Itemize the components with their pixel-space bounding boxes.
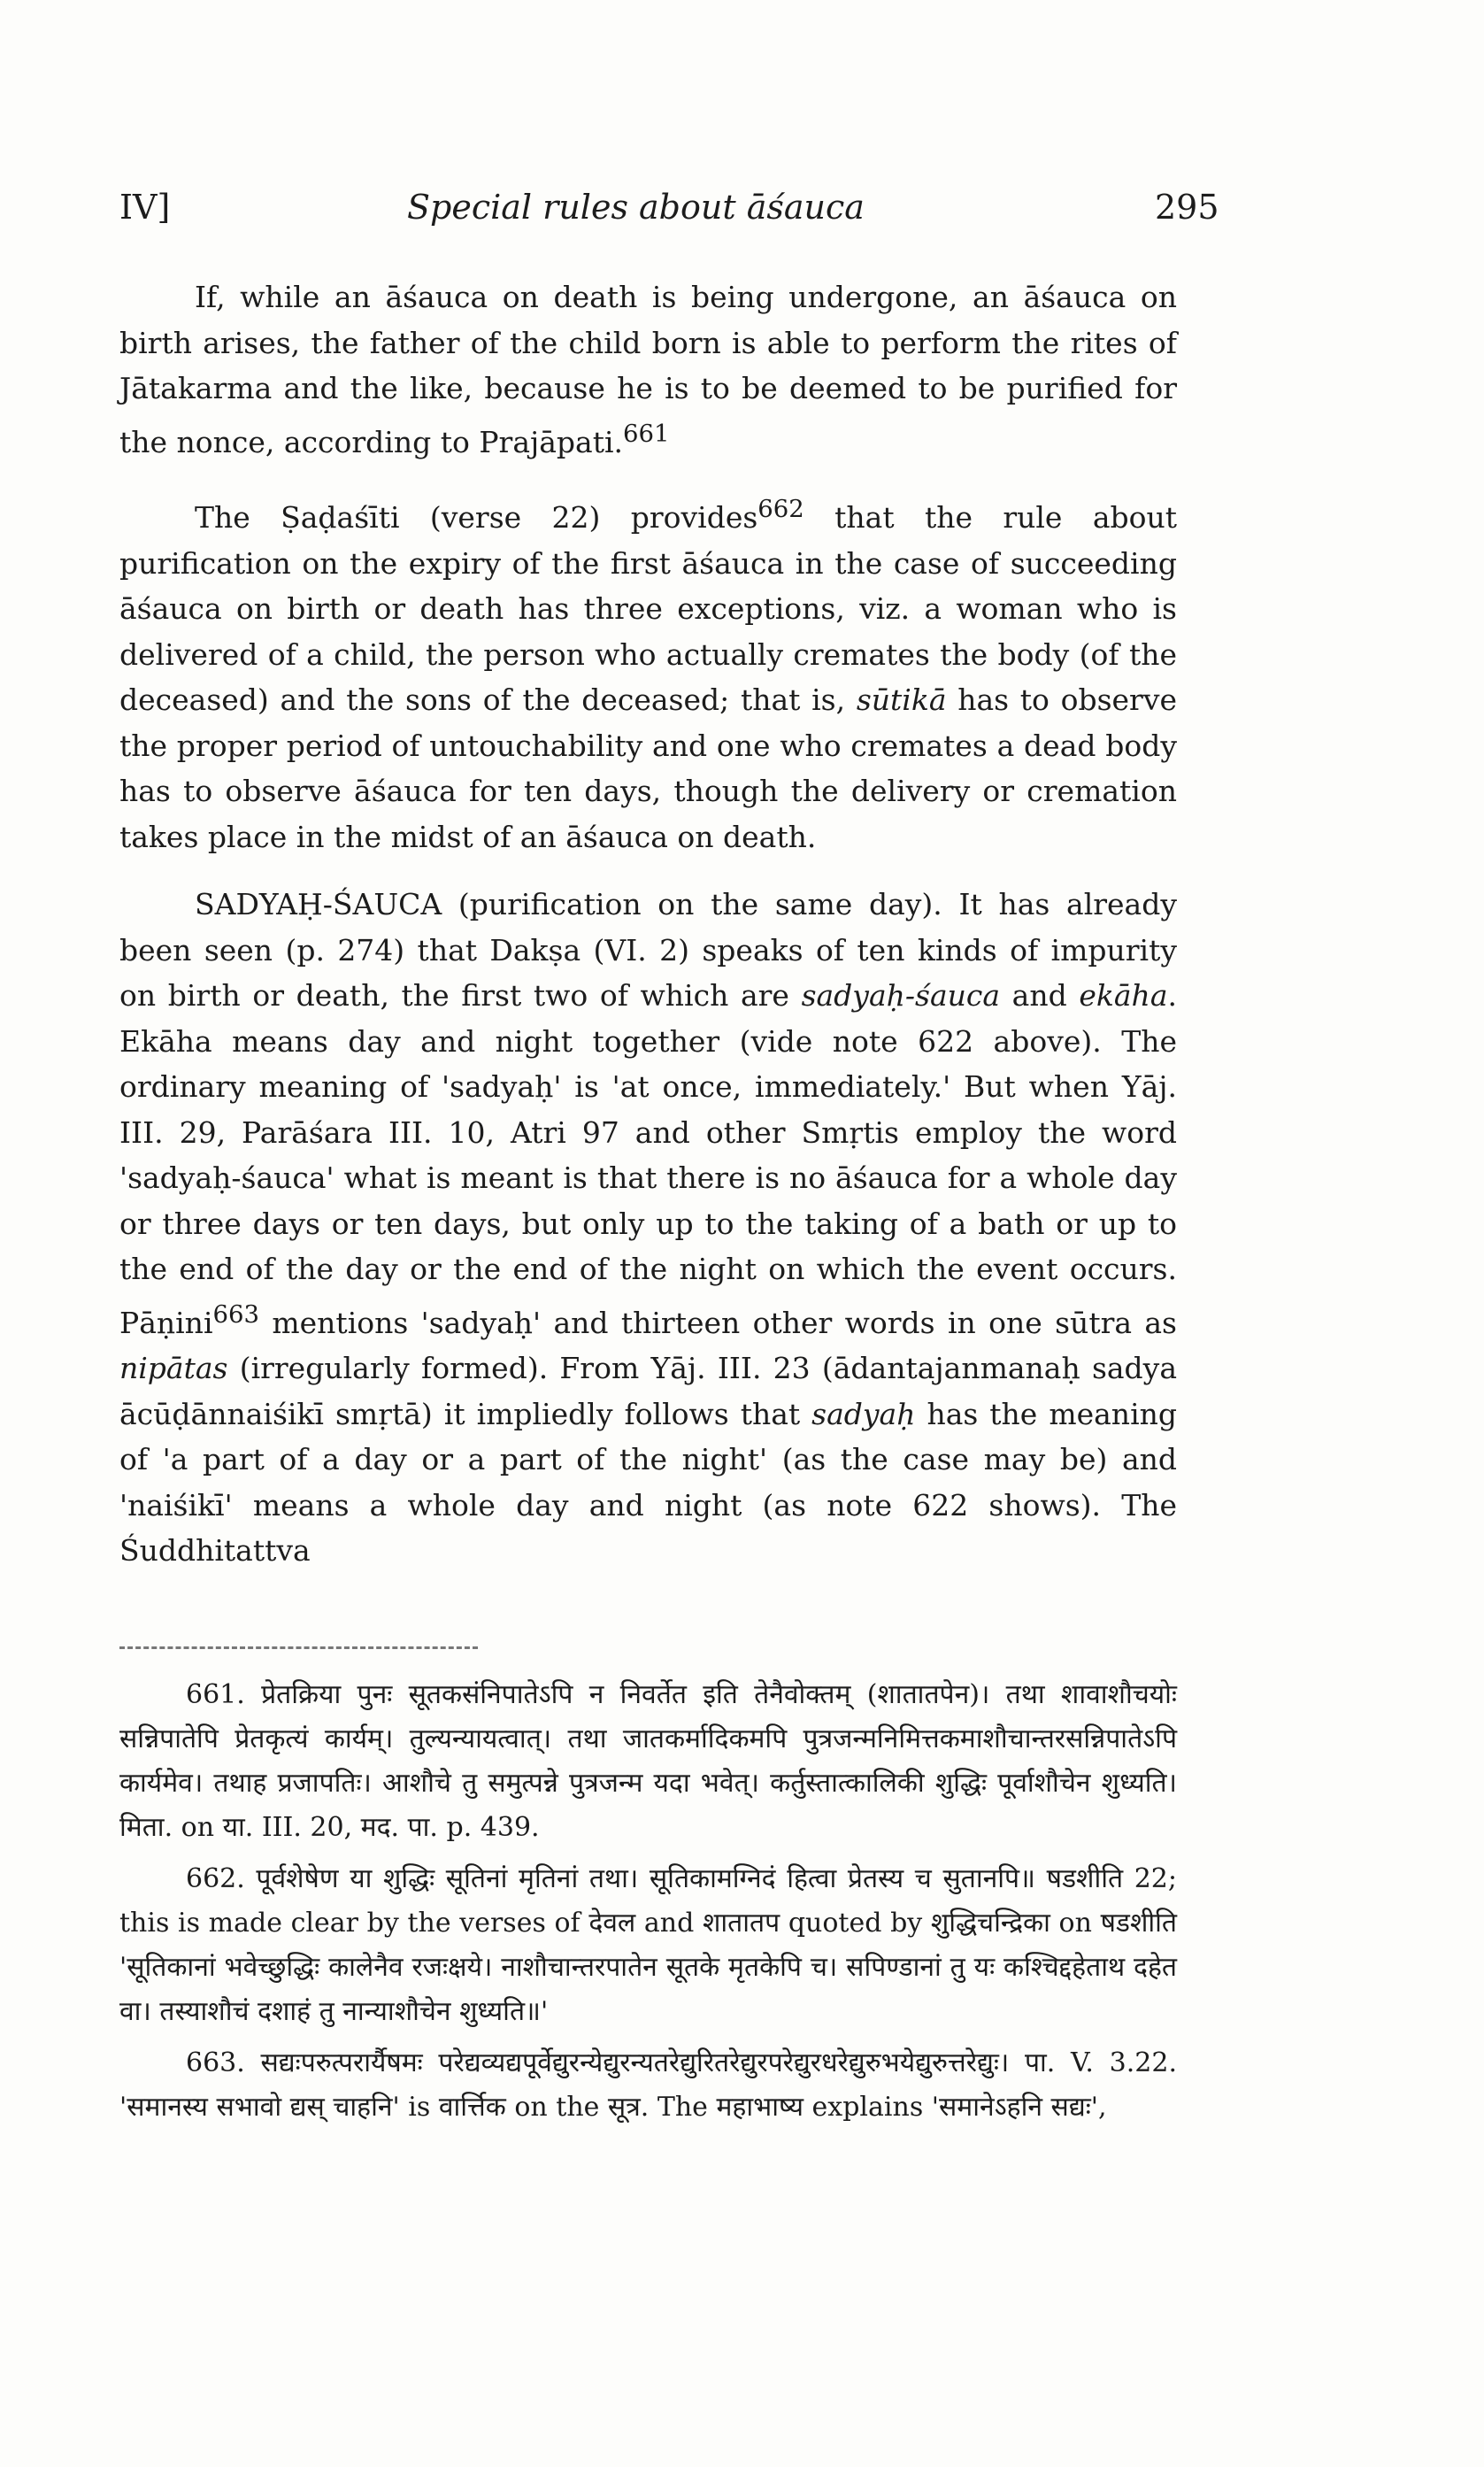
footnote-ref: 663: [212, 1299, 259, 1329]
paragraph-1: If, while an āśauca on death is being undergone, an āśauca on birth arises, the father of the child born is able to perform the rites of Jātakarma and the like, because he is to be deemed to be purified for the nonce, according to Prajāpati.$^{661}$: [119, 280, 1177, 459]
footnote-ref: 661: [623, 419, 670, 448]
chapter-marker: IV]: [119, 188, 171, 227]
footnote-ref: 662: [757, 495, 804, 523]
footnote-661: 661. प्रेतक्रिया पुनः सूतकसंनिपातेऽपि न निवर्तेत इति तेनैवोक्तम् (शातातपेन)। तथा शावाशौचयोः सन्निपातेपि प्रेतकृत्यं कार्यम्। तुल्यन्यायत्वात्। तथा जातकर्मादिकमपि पुत्रजन्मनिमित्तकमाशौचान्तरसन्निपातेऽपि कार्यमेव। तथाह प्रजापतिः। आशौचे तु समुत्पन्ने पुत्रजन्म यदा भवेत्। कर्तुस्तात्कालिकी शुद्धिः पूर्वाशौचेन शुध्यति। मिता. on या. III. 20, मद. पा. p. 439.: [119, 1679, 1177, 1843]
footnote-number: 661.: [186, 1679, 245, 1710]
footnote-662: 662. पूर्वशेषेण या शुद्धिः सूतिनां मृतिनां तथा। सूतिकामग्निदं हित्वा प्रेतस्य च सुतानपि॥ षडशीति 22; this is made clear by the verses of देवल and शातातप quoted by शुद्धिचन्द्रिका on षडशीति 'सूतिकानां भवेच्छुद्धिः कालेनैव रजःक्षये। नाशौचान्तरपातेन सूतके मृतकेपि च। सपिण्डानां तु यः कश्चिद्दहेताथ दहेत वा। तस्याशौचं दशाहं तु नान्याशौचेन शुध्यति॥': [119, 1863, 1177, 2027]
running-title: Special rules about āśauca: [407, 188, 865, 227]
paragraph-3: SADYAḤ-ŚAUCA (purification on the same day). It has already been seen (p. 274) that Dakṣa (VI. 2) speaks of ten kinds of impurity on birth or death, the first two of which are sadyaḥ-śauca and ekāha. Ekāha means day and night together (vide note 622 above). The ordinary meaning of 'sadyaḥ' is 'at once, immediately.' But when Yāj. III. 29, Parāśara III. 10, Atri 97 and other Smṛtis employ the word 'sadyaḥ-śauca' what is meant is that there is no āśauca for a whole day or three days or ten days, but only up to the taking of a bath or up to the end of the day or the end of the night on which the event occurs. Pāṇini$^{663}$ mentions 'sadyaḥ' and thirteen other words in one sūtra as nipātas (irregularly formed). From Yāj. III. 23 (ādantajanmanaḥ sadya ācūḍānnaiśikī smṛtā) it impliedly follows that sadyaḥ has the meaning of 'a part of a day or a part of the night' (as the case may be) and 'naiśikī' means a whole day and night (as note 622 shows). The Śuddhitattva: [119, 887, 1177, 1568]
footnote-number: 662.: [186, 1863, 245, 1894]
main-text: [119, 274, 1177, 1574]
paragraph-2: The Ṣaḍaśīti (verse 22) provides$^{662}$ that the rule about purification on the expiry of the first āśauca in the case of succeeding āśauca on birth or death has three exceptions, viz. a woman who is delivered of a child, the person who actually cremates the body (of the deceased) and the sons of the deceased; that is, sūtikā has to observe the proper period of untouchability and one who cremates a dead body has to observe āśauca for ten days, though the delivery or cremation takes place in the midst of an āśauca on death.: [119, 495, 1177, 854]
footnote-divider: [119, 1646, 478, 1649]
footnote-number: 663.: [186, 2047, 245, 2078]
page-number: 295: [1155, 188, 1219, 227]
footnotes: [119, 1673, 1177, 2137]
running-header: [119, 188, 1219, 241]
footnote-663: 663. सद्यःपरुत्परार्यैषमः परेद्यव्यद्यपूर्वेद्युरन्येद्युरन्यतरेद्युरितरेद्युरपरेद्युरधरेद्युरुभयेद्युरुत्तरेद्युः। पा. V. 3.22. 'समानस्य सभावो द्यस् चाहनि' is वार्त्तिक on the सूत्र. The महाभाष्य explains 'समानेऽहनि सद्यः',: [119, 2047, 1177, 2123]
